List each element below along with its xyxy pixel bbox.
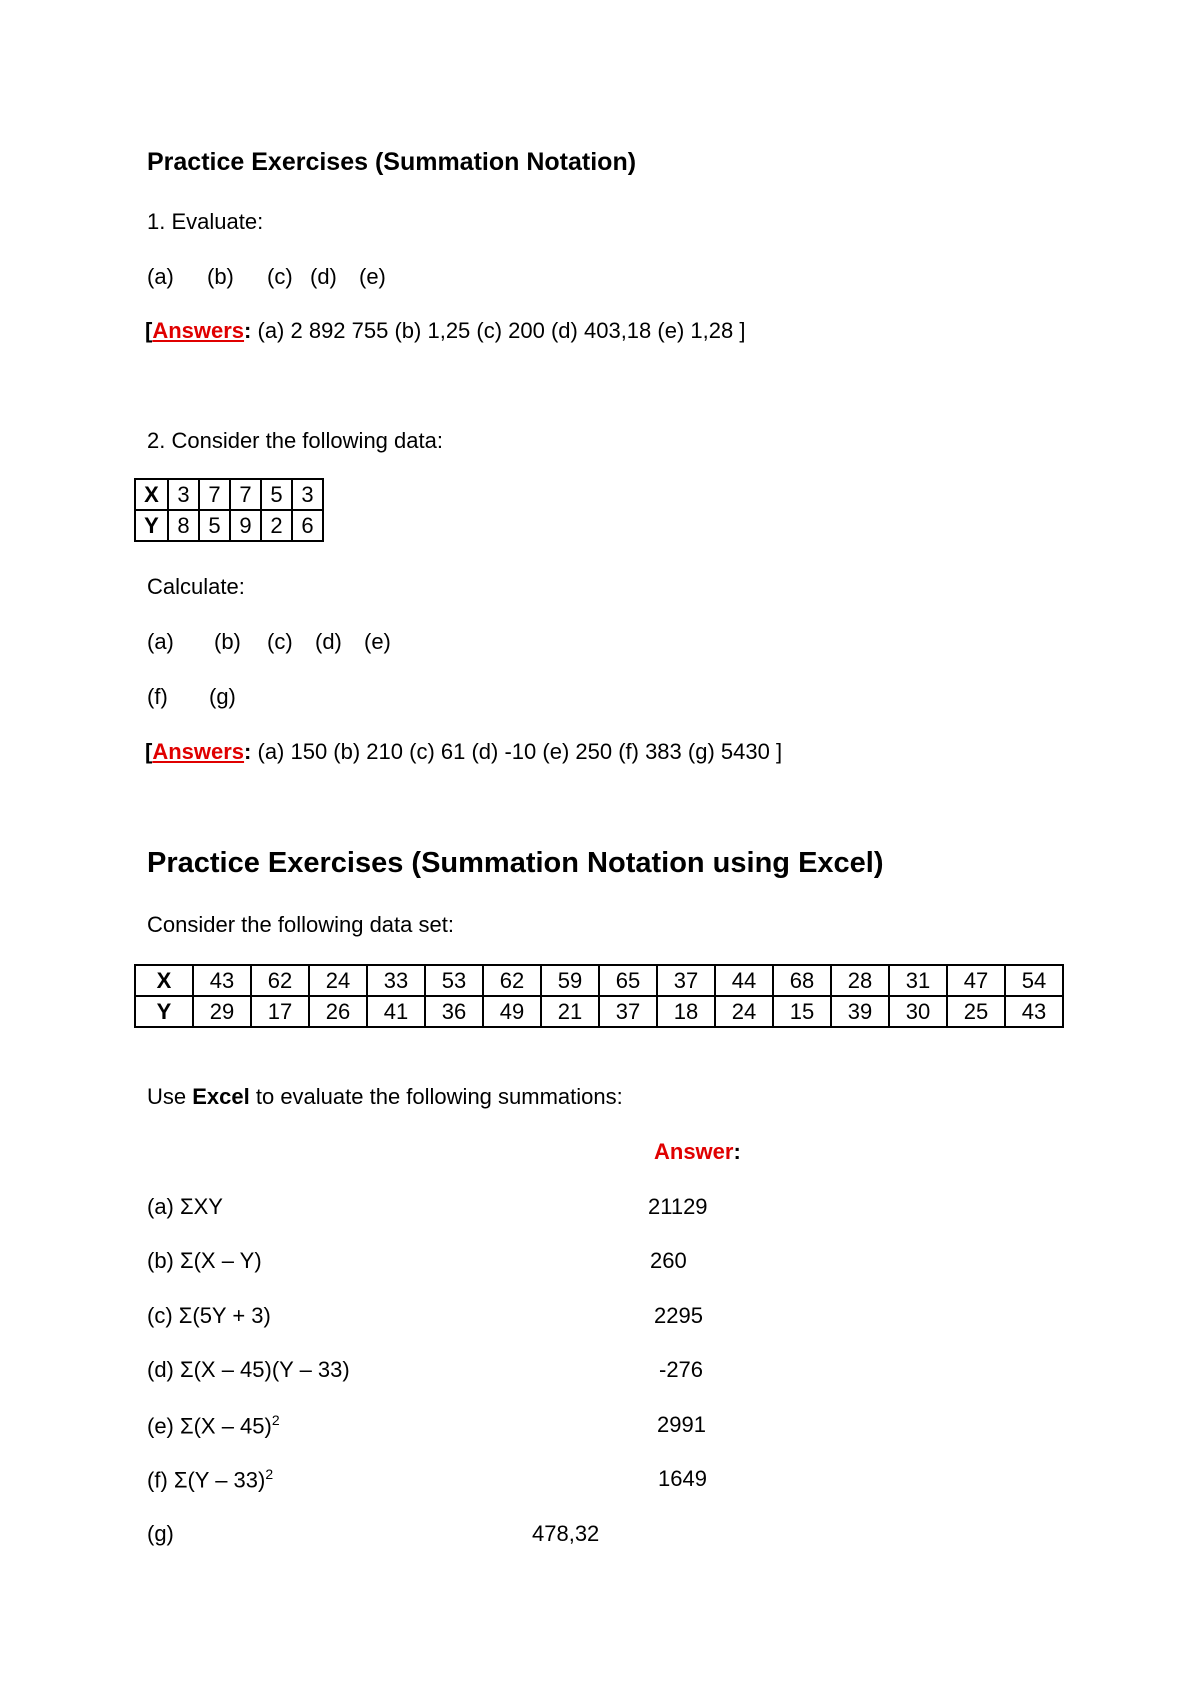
row-label-y: Y: [135, 510, 168, 541]
q1-part-a: (a): [147, 264, 174, 289]
instruction-text: to evaluate the following summations:: [249, 1084, 623, 1109]
table-cell: 28: [831, 965, 889, 996]
table-cell: 30: [889, 996, 947, 1027]
table-cell: 25: [947, 996, 1005, 1027]
table-cell: 17: [251, 996, 309, 1027]
table-cell: 5: [199, 510, 230, 541]
exponent: 2: [265, 1466, 274, 1482]
section2-title: Practice Exercises (Summation Notation using Excel): [147, 847, 884, 879]
table-cell: 47: [947, 965, 1005, 996]
row-label-x: X: [135, 965, 193, 996]
table-cell: 7: [230, 479, 261, 510]
summation-answer: 478,32: [532, 1521, 600, 1546]
table-cell: 37: [599, 996, 657, 1027]
q1-part-b: (b): [207, 264, 234, 289]
summation-label: [147, 1466, 273, 1493]
q1-answers: [145, 318, 745, 344]
q1-part-c: (c): [267, 264, 293, 289]
q2-part-f: (f): [147, 684, 168, 709]
q2-part-c: (c): [267, 629, 293, 654]
answer-header-colon: :: [733, 1139, 741, 1164]
instruction-excel: Excel: [192, 1084, 250, 1109]
table-cell: 39: [831, 996, 889, 1027]
instruction-text: Use: [147, 1084, 193, 1109]
bracket-open: [: [145, 318, 153, 343]
table-cell: 9: [230, 510, 261, 541]
q2-answers: [145, 739, 782, 765]
summation-expression: (g): [147, 1521, 174, 1546]
answers-label: Answers: [152, 739, 245, 764]
table-row-y: [135, 510, 323, 541]
q2-label: 2. Consider the following data:: [147, 428, 443, 453]
summation-answer: 21129: [648, 1194, 708, 1219]
table-cell: 41: [367, 996, 425, 1027]
table-cell: 29: [193, 996, 251, 1027]
summation-expression: (b) Σ(X – Y): [147, 1248, 262, 1273]
q2-part-e: (e): [364, 629, 391, 654]
summation-label: [147, 1357, 350, 1383]
table-cell: 62: [483, 965, 541, 996]
bracket-open: [: [145, 739, 153, 764]
summation-expression: (f) Σ(Y – 33): [147, 1467, 266, 1493]
table-cell: 43: [1005, 996, 1063, 1027]
q2-part-d: (d): [315, 629, 342, 654]
table-cell: 49: [483, 996, 541, 1027]
summation-label: [147, 1303, 271, 1329]
table-cell: 37: [657, 965, 715, 996]
table-cell: 62: [251, 965, 309, 996]
q2-calc-label: Calculate:: [147, 574, 245, 599]
table-cell: 3: [292, 479, 323, 510]
q1-label: 1. Evaluate:: [147, 209, 264, 234]
excel-data-table: [134, 964, 1064, 1028]
answer-header-label: Answer: [654, 1139, 734, 1164]
summation-expression: (d) Σ(X – 45)(Y – 33): [147, 1357, 350, 1382]
table-cell: 53: [425, 965, 483, 996]
q2-part-g: (g): [209, 684, 236, 709]
table-cell: 54: [1005, 965, 1063, 996]
table-cell: 5: [261, 479, 292, 510]
summation-expression: (e) Σ(X – 45): [147, 1413, 272, 1439]
row-label-y: Y: [135, 996, 193, 1027]
table-cell: 8: [168, 510, 199, 541]
table-row-x: [135, 965, 1063, 996]
table-cell: 6: [292, 510, 323, 541]
table-cell: 43: [193, 965, 251, 996]
summation-label: [147, 1248, 262, 1274]
q2-part-b: (b): [214, 629, 241, 654]
q1-part-e: (e): [359, 264, 386, 289]
section1-title: Practice Exercises (Summation Notation): [147, 148, 637, 176]
table-cell: 59: [541, 965, 599, 996]
summation-expression: (c) Σ(5Y + 3): [147, 1303, 271, 1328]
table-cell: 2: [261, 510, 292, 541]
table-cell: 68: [773, 965, 831, 996]
q1-part-d: (d): [310, 264, 337, 289]
answers-text: (a) 2 892 755 (b) 1,25 (c) 200 (d) 403,18 (e) 1,28 ]: [251, 318, 746, 343]
answers-colon: :: [244, 739, 252, 764]
q2-data-table: [134, 478, 324, 542]
table-cell: 36: [425, 996, 483, 1027]
table-cell: 44: [715, 965, 773, 996]
exponent: 2: [271, 1412, 280, 1428]
table-cell: 15: [773, 996, 831, 1027]
table-cell: 26: [309, 996, 367, 1027]
summation-answer: 2991: [657, 1412, 706, 1437]
summation-answer: 1649: [658, 1466, 707, 1491]
table-row-y: [135, 996, 1063, 1027]
table-cell: 31: [889, 965, 947, 996]
summation-label: [147, 1194, 223, 1220]
answers-label: Answers: [152, 318, 245, 343]
section2-intro: Consider the following data set:: [147, 912, 454, 937]
table-cell: 24: [309, 965, 367, 996]
table-cell: 65: [599, 965, 657, 996]
summation-answer: 260: [650, 1248, 687, 1273]
answers-text: (a) 150 (b) 210 (c) 61 (d) -10 (e) 250 (f) 383 (g) 5430 ]: [251, 739, 783, 764]
summation-label: [147, 1412, 280, 1439]
table-cell: 3: [168, 479, 199, 510]
row-label-x: X: [135, 479, 168, 510]
summation-answer: 2295: [654, 1303, 703, 1328]
summation-label: [147, 1521, 174, 1547]
excel-instruction: [147, 1084, 623, 1110]
table-cell: 7: [199, 479, 230, 510]
answers-colon: :: [244, 318, 252, 343]
table-row-x: [135, 479, 323, 510]
table-cell: 33: [367, 965, 425, 996]
table-cell: 24: [715, 996, 773, 1027]
table-cell: 21: [541, 996, 599, 1027]
answer-header: [654, 1139, 741, 1165]
summation-answer: -276: [659, 1357, 704, 1382]
q2-part-a: (a): [147, 629, 174, 654]
summation-expression: (a) ΣXY: [147, 1194, 223, 1219]
table-cell: 18: [657, 996, 715, 1027]
